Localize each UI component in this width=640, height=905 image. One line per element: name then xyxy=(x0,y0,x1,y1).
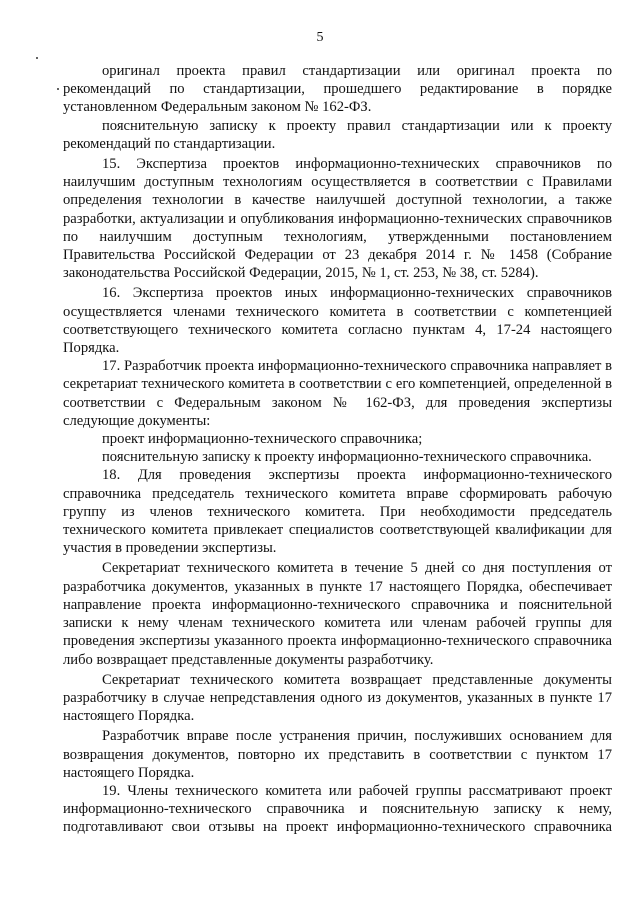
paragraph-original-project: оригинал проекта правил стандартизации или оригинал проекта по рекомендаций по стандартизации, прошедшего редактирование в порядке установленном Федеральным законом № 162-ФЗ. xyxy=(63,63,612,116)
paragraph-16: 16. Экспертиза проектов иных информационно-технических справочников осуществляется членами технического комитета в соответствии с компетенцией соответствующего технического комитета согласно пунктам 4, 17-24 настоящего Порядка. xyxy=(63,285,612,357)
document-body xyxy=(63,62,612,837)
paragraph-17: 17. Разработчик проекта информационно-технического справочника направляет в секретариат технического комитета в соответствии с его компетенцией, определенной в соответствии с Федеральным законом № 162-ФЗ, для проведения экспертизы следующие документы: xyxy=(63,358,612,429)
list-item-note: пояснительную записку к проекту информационно-технического справочника. xyxy=(102,449,592,466)
paragraph-explanatory-note: пояснительную записку к проекту правил стандартизации или к проекту рекомендаций по стандартизации. xyxy=(63,117,612,152)
paragraph-secretariat-sends: Секретариат технического комитета в течение 5 дней со дня поступления от разработчика документов, указанных в пункте 17 настоящего Порядка, обеспечивает направление проекта информационно-технического справочника и пояснительной записки к нему членам технического комитета или членам рабочей группы для проведения экспертизы указанного проекта информационно-технического справочника либо возвращает представленные документы разработчику. xyxy=(63,560,612,668)
page-number: 5 xyxy=(316,30,324,45)
paragraph-18: 18. Для проведения экспертизы проекта информационно-технического справочника председатель технического комитета вправе сформировать рабочую группу из членов технического комитета. При необходимости председатель технического комитета привлекает специалистов соответствующей квалификации для участия в проведении экспертизы. xyxy=(63,467,612,557)
paragraph-15: 15. Экспертиза проектов информационно-технических справочников по наилучшим доступным технологиям осуществляется в соответствии с Правилами определения технологии в качестве наилучшей доступной технологии, а также разработки, актуализации и опубликования информационно-технических справочников по наилучшим доступным технологиям, утвержденными постановлением Правительства Российской Федерации от 23 декабря 2014 г. № 1458 (Собрание законодательства Российской Федерации, 2015, № 1, ст. 253, № 38, ст. 5284). xyxy=(63,156,612,282)
scan-speck xyxy=(36,57,38,59)
list-item-project: проект информационно-технического справочника; xyxy=(102,431,423,448)
paragraph-19: 19. Члены технического комитета или рабочей группы рассматривают проект информационно-технического справочника и пояснительную записку к нему, подготавливают свои отзывы на проект информационно-технического справочника xyxy=(63,782,612,836)
paragraph-secretariat-returns: Секретариат технического комитета возвращает представленные документы разработчику в случае непредставления одного из документов, указанных в пункте 17 настоящего Порядка. xyxy=(63,671,612,725)
paragraph-developer-resubmit: Разработчик вправе после устранения причин, послуживших основанием для возвращения документов, повторно их представить в соответствии с пунктом 17 настоящего Порядка. xyxy=(63,728,612,781)
scan-speck xyxy=(57,88,59,90)
